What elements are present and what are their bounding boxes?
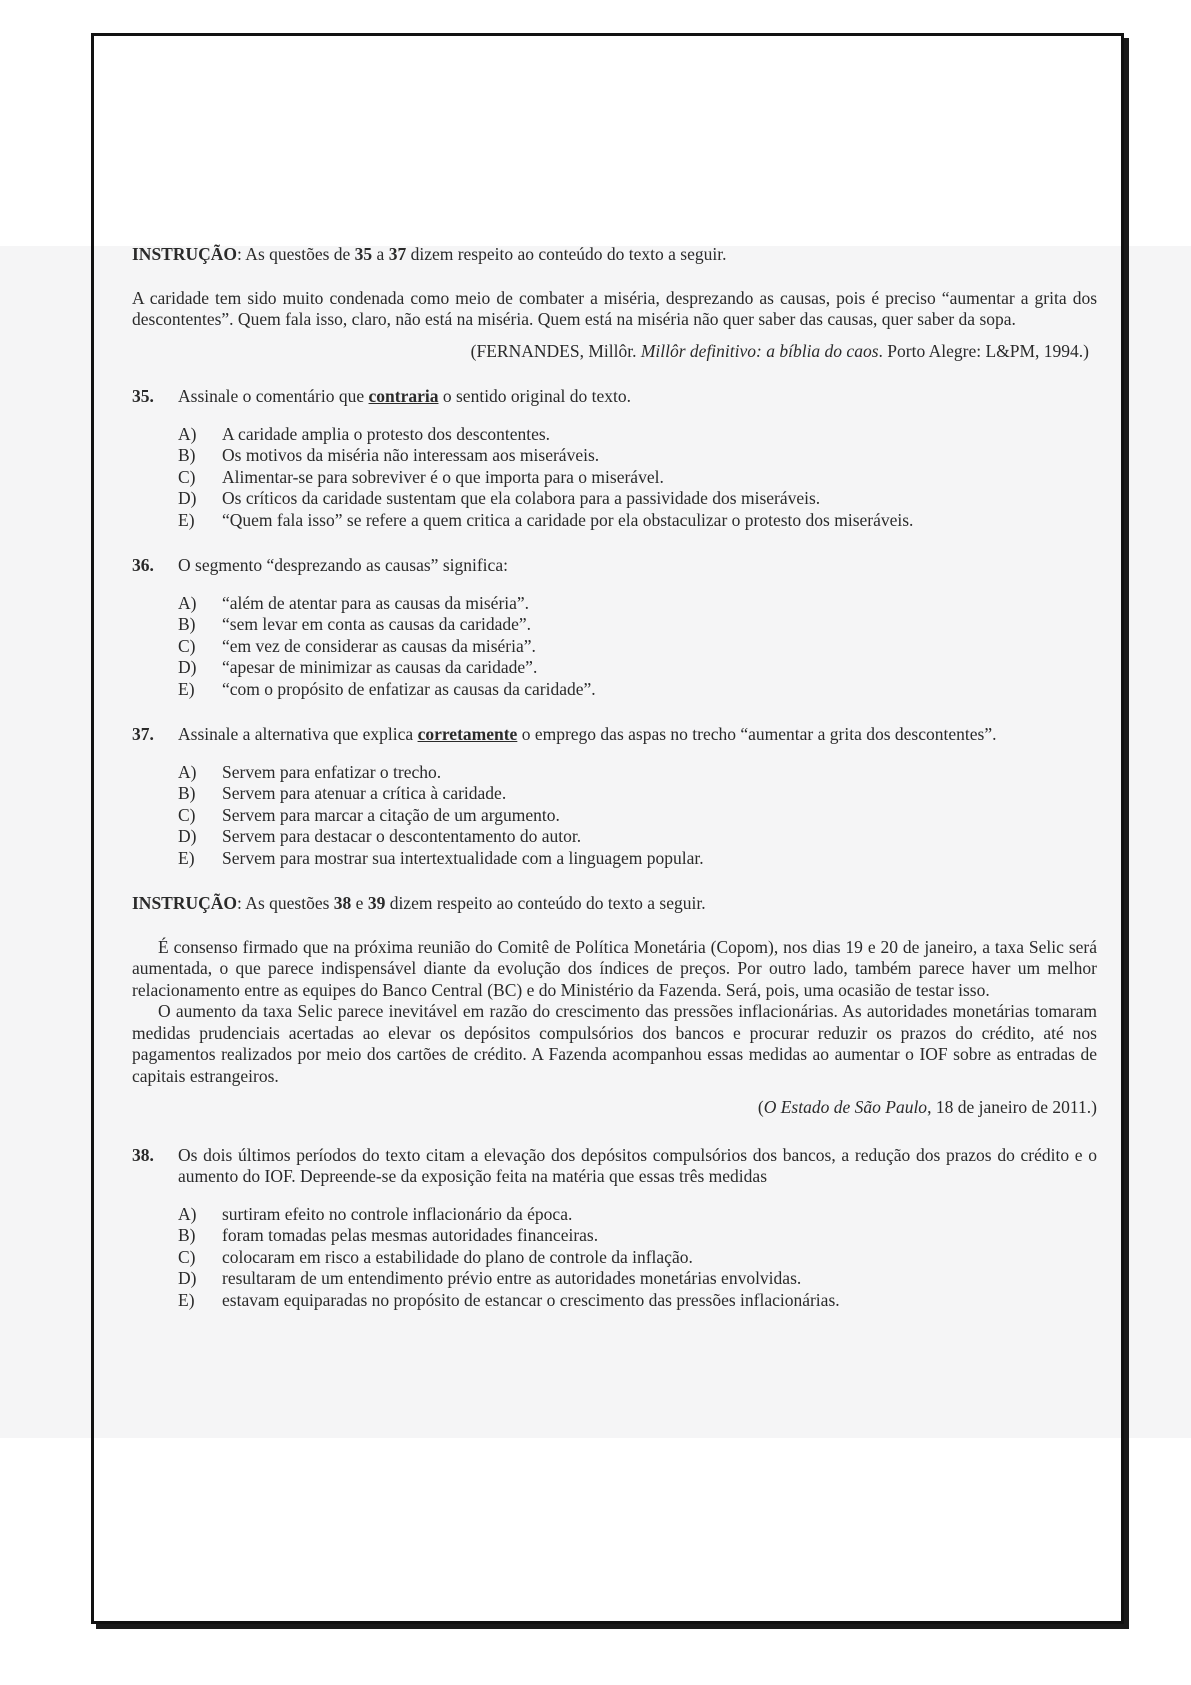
question-number: 35. <box>132 386 154 406</box>
option-d: D) “apesar de minimizar as causas da caridade”. <box>178 657 538 677</box>
question-number: 37. <box>132 724 154 744</box>
option-e: E) “com o propósito de enfatizar as causas da caridade”. <box>178 678 596 699</box>
text2-paragraph-1: É consenso firmado que na próxima reunião do Comitê de Política Monetária (Copom), nos dias 19 e 20 de janeiro, a taxa Selic será aumentada, o que parece indispensável diante da evolução dos índices de preços. Por outro lado, também parece haver um melhor relacionamento entre as equipes do Banco Central (BC) e do Ministério da Fazenda. Será, pois, uma ocasião de testar isso. <box>132 936 1097 1000</box>
text2-citation: (O Estado de São Paulo, 18 de janeiro de 2011.) <box>757 1097 1097 1117</box>
option-a: A) Servem para enfatizar o trecho. <box>178 761 442 782</box>
question-38-options <box>178 1204 1097 1312</box>
question-text: O segmento “desprezando as causas” significa: <box>178 555 508 575</box>
option-d: D) Servem para destacar o descontentamento do autor. <box>178 826 582 846</box>
question-36 <box>132 555 1097 577</box>
text2-paragraph-2: O aumento da taxa Selic parece inevitável em razão do crescimento das pressões inflacionárias. As autoridades monetárias tomaram medidas prudenciais acertadas ao elevar os depósitos compulsórios dos bancos e procurar reduzir os prazos do crédito, até nos pagamentos realizados por meio dos cartões de crédito. A Fazenda acompanhou essas medidas ao aumentar o IOF sobre as entradas de capitais estrangeiros. <box>132 1001 1097 1086</box>
question-number: 38. <box>132 1144 154 1165</box>
question-37-options <box>178 762 1097 870</box>
option-c: C) Servem para marcar a citação de um argumento. <box>178 804 560 825</box>
question-text: Os dois últimos períodos do texto citam a elevação dos depósitos compulsórios dos bancos, a redução dos prazos do crédito e o aumento do IOF. Depreende-se da exposição feita na matéria que essas três medidas <box>178 1144 1097 1186</box>
option-b: B) Os motivos da miséria não interessam aos miseráveis. <box>178 445 600 465</box>
option-e: E) Servem para mostrar sua intertextualidade com a linguagem popular. <box>178 847 704 868</box>
exam-content <box>132 244 1097 1335</box>
question-text: Assinale a alternativa que explica corretamente o emprego das aspas no trecho “aumentar a grita dos descontentes”. <box>178 724 997 744</box>
option-a: A) A caridade amplia o protesto dos descontentes. <box>178 423 551 444</box>
question-38 <box>132 1145 1097 1188</box>
option-d: D) resultaram de um entendimento prévio entre as autoridades monetárias envolvidas. <box>178 1268 802 1288</box>
text1-body: A caridade tem sido muito condenada como meio de combater a miséria, desprezando as causas, pois é preciso “aumentar a grita dos descontentes”. Quem fala isso, claro, não está na miséria. Quem está na miséria não quer saber das causas, quer saber da sopa. <box>132 287 1097 329</box>
question-number: 36. <box>132 555 154 575</box>
option-c: C) “em vez de considerar as causas da miséria”. <box>178 635 536 656</box>
option-c: C) Alimentar-se para sobreviver é o que importa para o miserável. <box>178 466 664 487</box>
option-d: D) Os críticos da caridade sustentam que ela colabora para a passividade dos miseráveis. <box>178 488 821 508</box>
option-c: C) colocaram em risco a estabilidade do plano de controle da inflação. <box>178 1246 693 1267</box>
question-37 <box>132 724 1097 746</box>
question-text: Assinale o comentário que contraria o sentido original do texto. <box>178 386 631 406</box>
option-a: A) surtiram efeito no controle inflacionário da época. <box>178 1203 573 1224</box>
instruction-35-37: INSTRUÇÃO: As questões de 35 a 37 dizem respeito ao conteúdo do texto a seguir. <box>132 244 727 264</box>
text2 <box>132 937 1097 1088</box>
option-e: E) “Quem fala isso” se refere a quem critica a caridade por ela obstaculizar o protesto dos miseráveis. <box>178 509 914 530</box>
text1-citation: (FERNANDES, Millôr. Millôr definitivo: a bíblia do caos. Porto Alegre: L&PM, 1994.) <box>470 340 1089 361</box>
option-b: B) foram tomadas pelas mesmas autoridades financeiras. <box>178 1225 599 1245</box>
option-b: B) Servem para atenuar a crítica à caridade. <box>178 783 507 803</box>
question-36-options <box>178 593 1097 701</box>
instruction-38-39: INSTRUÇÃO: As questões 38 e 39 dizem respeito ao conteúdo do texto a seguir. <box>132 893 706 913</box>
option-a: A) “além de atentar para as causas da miséria”. <box>178 592 530 613</box>
question-35 <box>132 386 1097 408</box>
option-b: B) “sem levar em conta as causas da caridade”. <box>178 614 532 634</box>
question-35-options <box>178 424 1097 532</box>
option-e: E) estavam equiparadas no propósito de estancar o crescimento das pressões inflacionárias. <box>178 1289 840 1310</box>
